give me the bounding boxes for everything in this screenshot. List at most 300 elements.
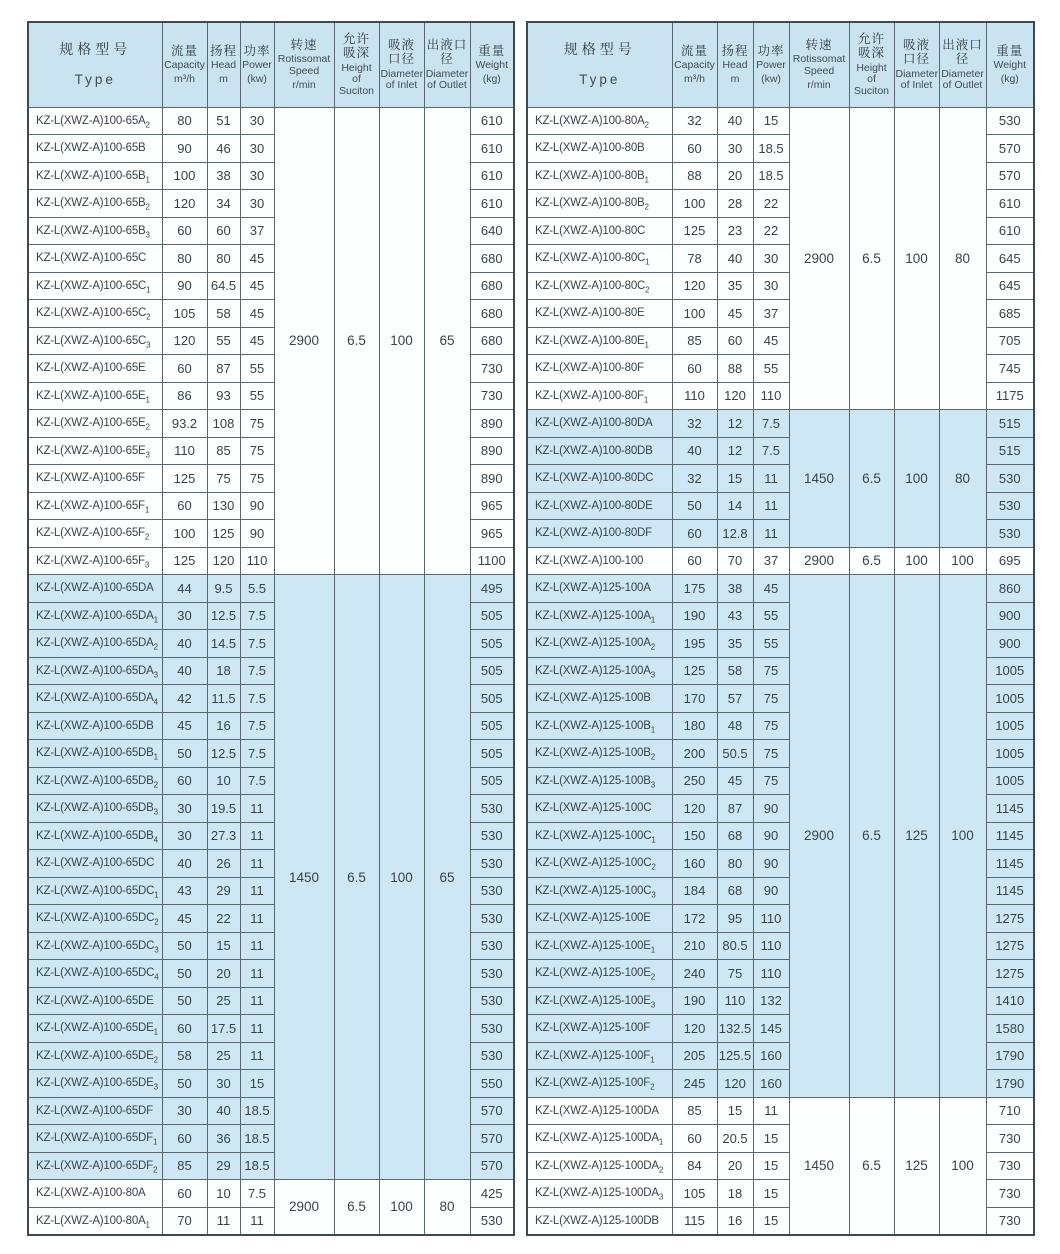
weight-cell: 1005 [986, 685, 1034, 713]
suction-height-cell: 6.5 [849, 107, 894, 410]
outlet-diameter-cell: 65 [424, 575, 470, 1180]
head-cell: 36 [207, 1125, 240, 1153]
power-cell: 18.5 [240, 1125, 274, 1153]
model-name: KZ-L(XWZ-A)125-100E [535, 912, 651, 925]
model-cell [28, 657, 162, 685]
weight-cell: 730 [986, 1180, 1034, 1208]
header-label-en: Capacity [674, 58, 715, 71]
suction-height-cell: 6.5 [849, 575, 894, 1098]
header-unit: (kg) [482, 73, 501, 86]
weight-cell: 530 [470, 1015, 514, 1043]
model-name: KZ-L(XWZ-A)125-100B [535, 692, 651, 705]
capacity-cell: 44 [162, 575, 207, 603]
header-label-en: Power [756, 58, 786, 71]
model-name: KZ-L(XWZ-A)100-80C [535, 252, 646, 265]
head-cell: 15 [717, 465, 753, 493]
weight-cell: 610 [986, 217, 1034, 245]
head-cell: 120 [717, 382, 753, 410]
power-cell: 11 [240, 905, 274, 933]
inlet-diameter-cell: 100 [379, 1180, 424, 1235]
power-cell: 7.5 [240, 630, 274, 658]
power-cell: 75 [240, 437, 274, 465]
model-name: KZ-L(XWZ-A)100-65DC [36, 857, 155, 870]
model-cell [28, 740, 162, 768]
head-cell: 12.8 [717, 520, 753, 548]
weight-cell: 530 [470, 905, 514, 933]
model-name: KZ-L(XWZ-A)125-100B [535, 719, 651, 732]
capacity-cell: 120 [672, 795, 717, 823]
model-cell [527, 217, 672, 245]
model-cell [527, 960, 672, 988]
weight-cell: 685 [986, 300, 1034, 328]
model-name: KZ-L(XWZ-A)100-80DB [535, 444, 653, 457]
head-cell: 10 [207, 1180, 240, 1208]
weight-cell: 530 [470, 822, 514, 850]
head-cell: 30 [207, 1070, 240, 1098]
model-name: KZ-L(XWZ-A)100-65F [36, 527, 145, 540]
power-cell: 7.5 [753, 410, 789, 438]
rotation-speed-cell: 2900 [274, 107, 334, 575]
weight-cell: 730 [986, 1152, 1034, 1180]
capacity-cell: 50 [162, 740, 207, 768]
model-name: KZ-L(XWZ-A)100-65F [36, 499, 145, 512]
weight-cell: 530 [470, 987, 514, 1015]
power-cell: 37 [753, 300, 789, 328]
model-subscript: 1 [154, 890, 159, 900]
weight-cell: 1275 [986, 905, 1034, 933]
power-cell: 75 [753, 740, 789, 768]
head-cell: 46 [207, 135, 240, 163]
header-label-en: Diameter of Inlet [380, 67, 424, 92]
model-cell [527, 355, 672, 383]
model-subscript: 2 [658, 1165, 664, 1175]
head-cell: 60 [717, 327, 753, 355]
power-cell: 45 [240, 272, 274, 300]
head-cell: 40 [207, 1097, 240, 1125]
model-cell [527, 602, 672, 630]
head-cell: 38 [717, 575, 753, 603]
col-header-outlet-diameter [424, 22, 470, 107]
model-cell [527, 107, 672, 135]
model-name: KZ-L(XWZ-A)100-65E [36, 362, 146, 375]
weight-cell: 1005 [986, 740, 1034, 768]
suction-height-cell: 6.5 [334, 1180, 379, 1235]
power-cell: 18.5 [753, 135, 789, 163]
col-header-rotation-speed [274, 22, 334, 107]
head-cell: 20 [717, 1152, 753, 1180]
header-label-cn: 允许吸深 [857, 32, 885, 61]
capacity-cell: 43 [162, 877, 207, 905]
capacity-cell: 240 [672, 960, 717, 988]
header-label-cn: 转速 [290, 37, 318, 52]
capacity-cell: 60 [162, 217, 207, 245]
model-name: KZ-L(XWZ-A)125-100A [535, 582, 651, 595]
header-label-cn: 允许吸深 [342, 32, 370, 61]
header-label-en: Diameter of Inlet [895, 67, 939, 92]
model-subscript: 2 [144, 532, 150, 542]
head-cell: 16 [717, 1207, 753, 1235]
rotation-speed-cell: 1450 [789, 1097, 849, 1235]
outlet-diameter-cell: 100 [939, 547, 986, 575]
weight-cell: 570 [986, 135, 1034, 163]
weight-cell: 645 [986, 245, 1034, 273]
head-cell: 51 [207, 107, 240, 135]
capacity-cell: 205 [672, 1042, 717, 1070]
weight-cell: 530 [470, 877, 514, 905]
inlet-diameter-cell: 125 [894, 1097, 939, 1235]
capacity-cell: 120 [672, 272, 717, 300]
model-cell [28, 437, 162, 465]
weight-cell: 1275 [986, 960, 1034, 988]
model-name: KZ-L(XWZ-A)125-100C [535, 884, 652, 897]
header-label-cn: 转速 [805, 37, 833, 52]
capacity-cell: 180 [672, 712, 717, 740]
weight-cell: 530 [986, 465, 1034, 493]
head-cell: 30 [717, 135, 753, 163]
col-header-power [753, 22, 789, 107]
head-cell: 80 [717, 850, 753, 878]
table-body [28, 107, 514, 1235]
capacity-cell: 40 [162, 657, 207, 685]
model-name: KZ-L(XWZ-A)100-65DA [36, 692, 154, 705]
head-cell: 25 [207, 987, 240, 1015]
header-label-en: Capacity [164, 58, 205, 71]
power-cell: 15 [240, 1070, 274, 1098]
model-name: KZ-L(XWZ-A)100-65B [36, 142, 146, 155]
model-cell [527, 1097, 672, 1125]
model-subscript: 1 [658, 1137, 664, 1147]
power-cell: 11 [240, 850, 274, 878]
weight-cell: 645 [986, 272, 1034, 300]
model-cell [527, 685, 672, 713]
model-name: KZ-L(XWZ-A)125-100C [535, 802, 652, 815]
capacity-cell: 190 [672, 602, 717, 630]
model-cell [527, 987, 672, 1015]
model-subscript: 2 [650, 1082, 655, 1092]
header-label-cn: 扬程 [721, 43, 749, 58]
power-cell: 55 [240, 355, 274, 383]
col-header-weight [470, 22, 514, 107]
inlet-diameter-cell: 125 [894, 575, 939, 1098]
power-cell: 145 [753, 1015, 789, 1043]
header-label-cn: 扬程 [209, 43, 237, 58]
header-label-en: Rotissomat Speed [792, 53, 846, 77]
power-cell: 75 [753, 685, 789, 713]
weight-cell: 610 [470, 190, 514, 218]
weight-cell: 505 [470, 767, 514, 795]
capacity-cell: 110 [672, 382, 717, 410]
suction-height-cell: 6.5 [334, 107, 379, 575]
capacity-cell: 100 [162, 520, 207, 548]
power-cell: 11 [240, 795, 274, 823]
header-label-en: Height of Suciton [338, 61, 375, 97]
head-cell: 40 [717, 107, 753, 135]
capacity-cell: 30 [162, 822, 207, 850]
table-header [527, 22, 1034, 107]
power-cell: 7.5 [240, 602, 274, 630]
model-cell [527, 410, 672, 438]
head-cell: 130 [207, 492, 240, 520]
model-cell [527, 1042, 672, 1070]
weight-cell: 570 [470, 1097, 514, 1125]
model-subscript: 1 [152, 1137, 158, 1147]
inlet-diameter-cell: 100 [894, 410, 939, 548]
head-cell: 23 [717, 217, 753, 245]
head-cell: 125 [207, 520, 240, 548]
spec-row [527, 1097, 1034, 1125]
head-cell: 58 [717, 657, 753, 685]
capacity-cell: 50 [672, 492, 717, 520]
model-name: KZ-L(XWZ-A)100-80DF [535, 527, 652, 540]
capacity-cell: 50 [162, 987, 207, 1015]
model-name: KZ-L(XWZ-A)100-65DF [36, 1132, 153, 1145]
capacity-cell: 50 [162, 960, 207, 988]
head-cell: 16 [207, 712, 240, 740]
capacity-cell: 110 [162, 437, 207, 465]
head-cell: 64.5 [207, 272, 240, 300]
model-subscript: 2 [152, 1165, 158, 1175]
model-subscript: 1 [144, 505, 150, 515]
model-subscript: 1 [650, 945, 655, 955]
head-cell: 29 [207, 1152, 240, 1180]
head-cell: 70 [717, 547, 753, 575]
capacity-cell: 80 [162, 107, 207, 135]
model-subscript: 2 [650, 752, 655, 762]
model-name: KZ-L(XWZ-A)100-80F [535, 389, 644, 402]
power-cell: 30 [240, 162, 274, 190]
capacity-cell: 93.2 [162, 410, 207, 438]
head-cell: 68 [717, 822, 753, 850]
power-cell: 110 [753, 905, 789, 933]
model-name: KZ-L(XWZ-A)125-100DA [535, 1159, 659, 1172]
power-cell: 90 [753, 877, 789, 905]
col-header-inlet-diameter [894, 22, 939, 107]
suction-height-cell: 6.5 [849, 547, 894, 575]
col-header-power [240, 22, 274, 107]
power-cell: 30 [240, 190, 274, 218]
capacity-cell: 32 [672, 410, 717, 438]
power-cell: 15 [753, 1152, 789, 1180]
col-header-head [717, 22, 753, 107]
model-cell [527, 492, 672, 520]
model-cell [28, 465, 162, 493]
model-name: KZ-L(XWZ-A)100-65DB [36, 719, 154, 732]
header-label-cn: 出液口径 [942, 37, 983, 67]
weight-cell: 860 [986, 575, 1034, 603]
weight-cell: 680 [470, 245, 514, 273]
capacity-cell: 60 [672, 1125, 717, 1153]
power-cell: 110 [753, 960, 789, 988]
power-cell: 11 [240, 877, 274, 905]
model-name: KZ-L(XWZ-A)100-65F [36, 472, 145, 485]
header-label-cn: 吸液口径 [387, 37, 415, 67]
model-name: KZ-L(XWZ-A)125-100A [535, 664, 651, 677]
model-cell [527, 575, 672, 603]
capacity-cell: 60 [162, 1125, 207, 1153]
power-cell: 7.5 [753, 437, 789, 465]
weight-cell: 1005 [986, 657, 1034, 685]
model-cell [28, 410, 162, 438]
weight-cell: 1005 [986, 712, 1034, 740]
model-name: KZ-L(XWZ-A)100-65DE [36, 1077, 154, 1090]
weight-cell: 890 [470, 410, 514, 438]
header-unit: (kg) [1000, 73, 1019, 86]
model-subscript: 3 [146, 340, 151, 350]
model-name: KZ-L(XWZ-A)100-80B [535, 142, 645, 155]
model-cell [28, 1070, 162, 1098]
header-type-label-en: Type [74, 72, 116, 88]
capacity-cell: 30 [162, 795, 207, 823]
power-cell: 160 [753, 1042, 789, 1070]
model-name: KZ-L(XWZ-A)125-100F [535, 1077, 651, 1090]
header-label-cn: 吸液口径 [902, 37, 930, 67]
model-name: KZ-L(XWZ-A)100-65DC [36, 939, 155, 952]
capacity-cell: 40 [672, 437, 717, 465]
power-cell: 7.5 [240, 767, 274, 795]
model-name: KZ-L(XWZ-A)100-65DA [36, 582, 154, 595]
model-cell [28, 1097, 162, 1125]
weight-cell: 900 [986, 630, 1034, 658]
model-name: KZ-L(XWZ-A)100-65C [36, 307, 147, 320]
model-subscript: 1 [643, 395, 649, 405]
spec-table-right [526, 21, 1035, 1236]
head-cell: 57 [717, 685, 753, 713]
weight-cell: 530 [986, 492, 1034, 520]
capacity-cell: 30 [162, 1097, 207, 1125]
model-cell [527, 300, 672, 328]
rotation-speed-cell: 2900 [789, 107, 849, 410]
head-cell: 50.5 [717, 740, 753, 768]
weight-cell: 530 [470, 795, 514, 823]
model-cell [527, 905, 672, 933]
capacity-cell: 70 [162, 1207, 207, 1235]
col-header-inlet-diameter [379, 22, 424, 107]
model-cell [28, 822, 162, 850]
model-subscript: 3 [153, 1082, 158, 1092]
power-cell: 11 [240, 1207, 274, 1235]
capacity-cell: 210 [672, 932, 717, 960]
model-name: KZ-L(XWZ-A)100-80E [535, 307, 645, 320]
model-cell [28, 162, 162, 190]
capacity-cell: 150 [672, 822, 717, 850]
model-subscript: 4 [153, 835, 158, 845]
weight-cell: 570 [470, 1152, 514, 1180]
header-label-cn: 重量 [996, 43, 1024, 58]
head-cell: 20.5 [717, 1125, 753, 1153]
model-cell [527, 272, 672, 300]
header-label-en: Diameter of Outlet [941, 67, 984, 92]
header-label-cn: 出液口径 [426, 37, 468, 67]
suction-height-cell: 6.5 [849, 410, 894, 548]
head-cell: 10 [207, 767, 240, 795]
model-subscript: 2 [154, 917, 159, 927]
model-cell [527, 1180, 672, 1208]
model-cell [28, 355, 162, 383]
model-name: KZ-L(XWZ-A)100-80DC [535, 472, 654, 485]
capacity-cell: 100 [672, 300, 717, 328]
model-cell [28, 1152, 162, 1180]
capacity-cell: 160 [672, 850, 717, 878]
model-name: KZ-L(XWZ-A)125-100A [535, 609, 651, 622]
model-cell [527, 547, 672, 575]
model-name: KZ-L(XWZ-A)125-100C [535, 829, 652, 842]
weight-cell: 530 [986, 107, 1034, 135]
capacity-cell: 42 [162, 685, 207, 713]
power-cell: 90 [240, 520, 274, 548]
model-cell [28, 1207, 162, 1235]
capacity-cell: 100 [672, 190, 717, 218]
power-cell: 7.5 [240, 1180, 274, 1208]
model-name: KZ-L(XWZ-A)100-80C [535, 279, 646, 292]
head-cell: 9.5 [207, 575, 240, 603]
outlet-diameter-cell: 80 [424, 1180, 470, 1235]
head-cell: 18 [207, 657, 240, 685]
capacity-cell: 125 [162, 547, 207, 575]
model-name: KZ-L(XWZ-A)100-80B [535, 169, 645, 182]
head-cell: 12.5 [207, 740, 240, 768]
rotation-speed-cell: 1450 [274, 575, 334, 1180]
weight-cell: 570 [986, 162, 1034, 190]
weight-cell: 640 [470, 217, 514, 245]
head-cell: 75 [717, 960, 753, 988]
capacity-cell: 100 [162, 162, 207, 190]
capacity-cell: 120 [672, 1015, 717, 1043]
head-cell: 14.5 [207, 630, 240, 658]
model-cell [28, 107, 162, 135]
col-header-suction-height [334, 22, 379, 107]
model-cell [28, 300, 162, 328]
head-cell: 35 [717, 272, 753, 300]
header-label-en: Rotissomat Speed [277, 53, 331, 77]
model-name: KZ-L(XWZ-A)100-65DE [36, 1022, 154, 1035]
head-cell: 80 [207, 245, 240, 273]
weight-cell: 610 [470, 107, 514, 135]
header-type-label-cn: 规格型号 [563, 41, 636, 58]
capacity-cell: 32 [672, 465, 717, 493]
model-cell [28, 547, 162, 575]
model-subscript: 1 [645, 257, 650, 267]
model-cell [28, 245, 162, 273]
model-cell [527, 630, 672, 658]
weight-cell: 730 [470, 355, 514, 383]
model-cell [28, 575, 162, 603]
power-cell: 7.5 [240, 685, 274, 713]
model-name: KZ-L(XWZ-A)100-100 [535, 554, 644, 567]
suction-height-cell: 6.5 [849, 1097, 894, 1235]
weight-cell: 1790 [986, 1042, 1034, 1070]
model-name: KZ-L(XWZ-A)100-65DA [36, 664, 154, 677]
spec-row [527, 547, 1034, 575]
power-cell: 75 [753, 712, 789, 740]
spec-row [527, 575, 1034, 603]
weight-cell: 530 [470, 1207, 514, 1235]
model-name: KZ-L(XWZ-A)100-80A [36, 1187, 146, 1200]
model-subscript: 1 [651, 835, 656, 845]
model-name: KZ-L(XWZ-A)100-80DA [535, 417, 653, 430]
model-name: KZ-L(XWZ-A)100-80A [36, 1214, 146, 1227]
power-cell: 11 [753, 492, 789, 520]
model-cell [28, 272, 162, 300]
weight-cell: 505 [470, 740, 514, 768]
inlet-diameter-cell: 100 [894, 547, 939, 575]
header-label-en: Power [242, 58, 272, 71]
model-subscript: 3 [658, 1192, 664, 1202]
model-cell [527, 520, 672, 548]
power-cell: 22 [753, 217, 789, 245]
weight-cell: 530 [470, 932, 514, 960]
header-label-cn: 重量 [478, 43, 506, 58]
header-unit: m³/h [174, 73, 195, 86]
